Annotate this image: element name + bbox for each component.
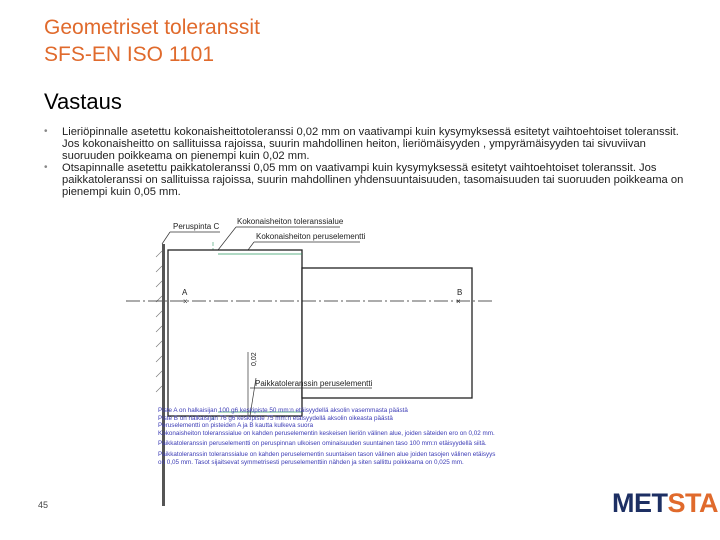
- datum-plane-c: [162, 244, 165, 506]
- bullet-item: [44, 162, 684, 198]
- point-a-marker: ×: [183, 297, 188, 306]
- bullet-dot-icon: •: [44, 126, 48, 137]
- note-line: Paikkatoleranssin toleranssialue on kahden peruselementin suuntaisen tason välinen alue joiden tasojen välinen etäisyys on 0,05 mm. Tasot sijaitsevat symmetrisesti peruselementtiin nähden ja siten sallittu poikkeama on 0,025 mm.: [158, 450, 496, 466]
- note-line: Paikkatoleranssin peruselementti on peruspinnan ulkoisen ominaisuuden suuntainen taso 100 mm:n etäisyydellä siitä.: [158, 440, 487, 448]
- part-large-diameter: [168, 250, 302, 416]
- runout-zone-leader-down: [218, 227, 236, 250]
- bullet-dot-icon: •: [44, 162, 48, 173]
- label-runout-element: Kokonaisheiton peruselementti: [256, 232, 366, 241]
- logo-part-met: MET: [612, 488, 668, 518]
- dim-label-002: 0,02: [251, 352, 258, 366]
- page-number: 45: [38, 500, 49, 510]
- label-point-b: B: [457, 288, 463, 297]
- title-line-2: SFS-EN ISO 1101: [44, 43, 215, 66]
- datum-hatching: [156, 251, 162, 392]
- note-line: Kokonaisheiton toleranssialue on kahden peruselementin keskeisen lieriön välinen alue, joiden säteiden ero on 0,02 mm.: [158, 429, 495, 437]
- bullet-text: Otsapinnalle asetettu paikkatoleranssi 0,05 mm on vaativampi kuin kysymyksessä esitetyt vaihtoehtoiset toleranssit. Jos paikkatoleranssi on sallituissa rajoissa, suurin mahdollinen yhdensuuntaisuuden, tasomaisuuden tai suoruuden poikkeama on pienempi kuin 0,05 mm.: [62, 162, 684, 198]
- title-line-1: Geometriset toleranssit: [44, 16, 260, 39]
- logo-part-sta: STA: [667, 488, 718, 518]
- bullet-list: [44, 126, 684, 198]
- datum-c-leader-diag: [162, 232, 170, 244]
- label-point-a: A: [182, 288, 188, 297]
- bullet-item: [44, 126, 684, 162]
- label-datum-c: Peruspinta C: [173, 222, 220, 231]
- technical-drawing: [110, 212, 530, 512]
- label-runout-zone: Kokonaisheiton toleranssialue: [237, 217, 344, 226]
- bullet-text: Lieriöpinnalle asetettu kokonaisheittotoleranssi 0,02 mm on vaativampi kuin kysymyksessä esitetyt vaihtoehtoiset toleranssit. Jos kokonaisheitto on sallituissa rajoissa, suurin mahdollinen heiton, lieriömäisyyden , ympyrämäisyyden tai sivuviivan suoruuden poikkeama on pienempi kuin 0,02 mm.: [62, 126, 679, 162]
- point-b-marker: ×: [456, 297, 461, 306]
- figure-notes: [158, 407, 498, 466]
- note-line: Piste B on halkaisijan 76 g6 keskipiste 75 mm:n etäisyydellä aksolin oikeasta päästä: [158, 414, 393, 422]
- note-line: Peruselementti on pisteiden A ja B kautta kulkeva suora: [158, 422, 314, 430]
- section-heading: Vastaus: [44, 89, 122, 114]
- metsta-logo: [612, 488, 718, 519]
- slide-title: [44, 14, 260, 68]
- note-line: Piste A on halkaisijan 100 g6 keskipiste 50 mm:n etäisyydellä aksolin vasemmasta päästä: [158, 407, 408, 414]
- label-position-element: Paikkatoleranssin peruselementti: [255, 379, 373, 388]
